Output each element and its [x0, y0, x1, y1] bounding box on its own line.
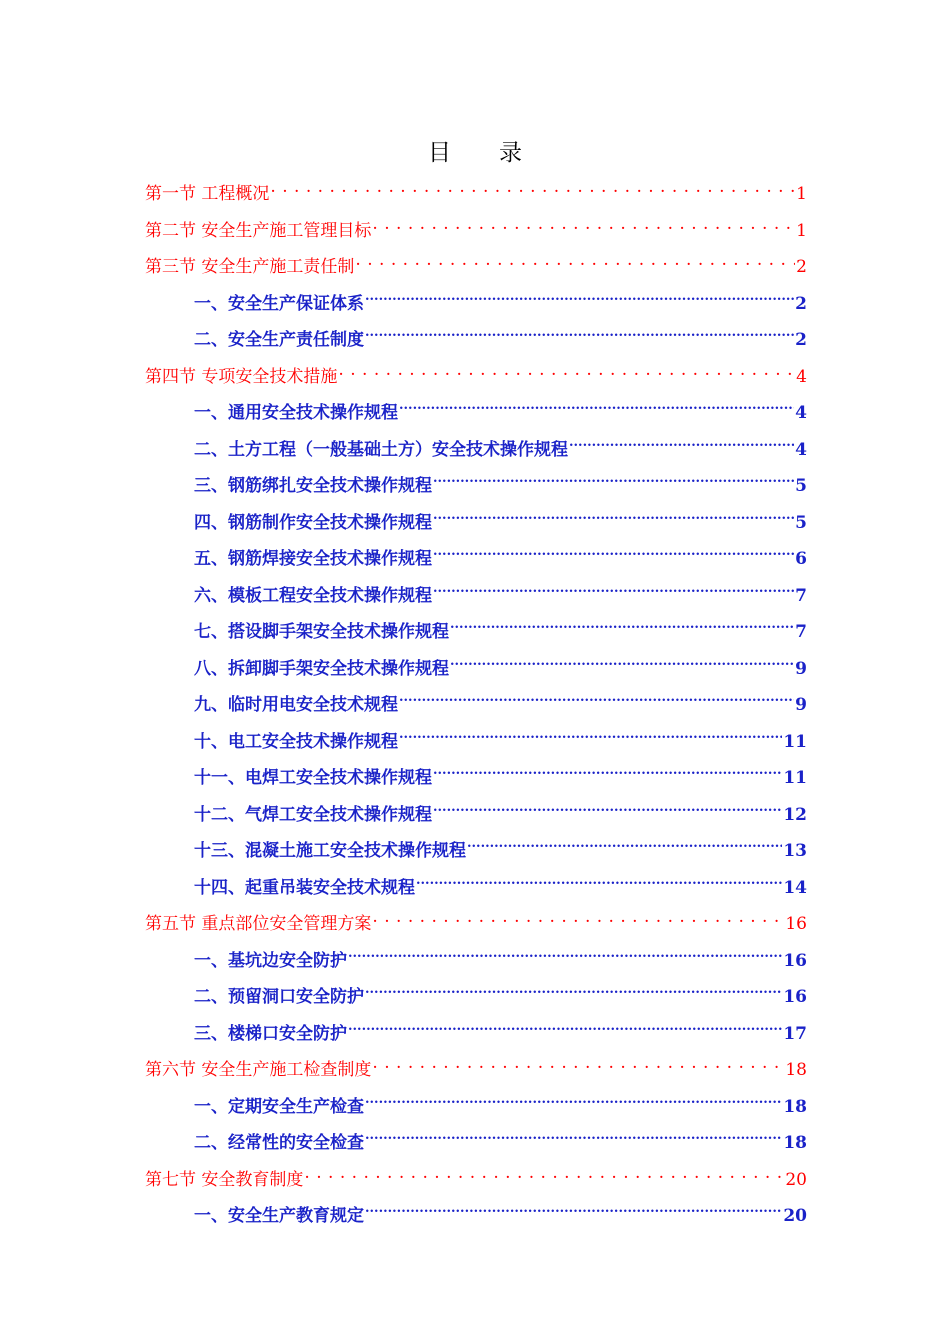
toc-section-entry[interactable] [145, 1051, 807, 1080]
toc-dot-leader [365, 1088, 782, 1112]
toc-subsection-entry[interactable] [194, 759, 807, 788]
toc-entry-page-number: 7 [795, 622, 807, 642]
toc-entry-page-number: 2 [795, 330, 807, 350]
toc-dot-leader [372, 1051, 784, 1075]
toc-entry-label: 第四节 专项安全技术措施 [145, 366, 338, 387]
toc-subsection-entry[interactable] [194, 796, 807, 825]
toc-subsection-entry[interactable] [194, 504, 807, 533]
toc-entry-page-number: 4 [795, 439, 807, 460]
toc-section-entry[interactable] [145, 358, 807, 387]
toc-entry-page-number: 9 [795, 695, 807, 715]
toc-dot-leader [569, 431, 794, 455]
toc-section-entry[interactable] [145, 175, 807, 204]
toc-entry-page-number: 5 [795, 512, 807, 533]
toc-section-entry[interactable] [145, 212, 807, 241]
toc-entry-label: 二、预留洞口安全防护 [194, 987, 364, 1007]
toc-entry-label: 一、安全生产保证体系 [194, 293, 364, 314]
toc-dot-leader [304, 1161, 784, 1185]
toc-dot-leader [450, 650, 794, 674]
toc-subsection-entry[interactable] [194, 577, 807, 606]
toc-subsection-entry[interactable] [194, 1124, 807, 1153]
toc-dot-leader [450, 613, 794, 637]
toc-entry-label: 十三、混凝土施工安全技术操作规程 [194, 841, 466, 861]
toc-dot-leader [355, 248, 795, 272]
toc-subsection-entry[interactable] [194, 1088, 807, 1117]
toc-entry-label: 第六节 安全生产施工检查制度 [145, 1060, 372, 1080]
toc-section-entry[interactable] [145, 1161, 807, 1190]
toc-entry-label: 一、定期安全生产检查 [194, 1096, 364, 1117]
toc-dot-leader [365, 1124, 782, 1148]
toc-subsection-entry[interactable] [194, 686, 807, 715]
toc-entry-page-number: 2 [796, 257, 807, 277]
toc-entry-label: 三、楼梯口安全防护 [194, 1023, 347, 1044]
toc-entry-page-number: 2 [795, 293, 807, 314]
toc-subsection-entry[interactable] [194, 942, 807, 971]
toc-subsection-entry[interactable] [194, 869, 807, 898]
toc-entry-page-number: 9 [795, 658, 807, 679]
toc-subsection-entry[interactable] [194, 394, 807, 423]
toc-entry-page-number: 1 [796, 184, 807, 204]
toc-entry-page-number: 11 [783, 768, 807, 788]
toc-dot-leader [348, 942, 782, 966]
toc-entry-label: 第三节 安全生产施工责任制 [145, 257, 355, 277]
toc-entry-label: 第七节 安全教育制度 [145, 1169, 304, 1190]
toc-dot-leader [399, 686, 794, 710]
toc-dot-leader [365, 978, 782, 1002]
toc-dot-leader [399, 723, 782, 747]
toc-entry-page-number: 18 [783, 1096, 807, 1117]
toc-entry-label: 二、土方工程（一般基础土方）安全技术操作规程 [194, 439, 568, 460]
toc-entry-page-number: 18 [785, 1060, 807, 1080]
toc-entry-page-number: 17 [783, 1023, 807, 1044]
toc-entry-page-number: 4 [796, 366, 807, 387]
toc-entry-page-number: 14 [783, 877, 807, 898]
toc-entry-label: 七、搭设脚手架安全技术操作规程 [194, 622, 449, 642]
toc-entry-label: 第五节 重点部位安全管理方案 [145, 914, 372, 934]
toc-subsection-entry[interactable] [194, 613, 807, 642]
toc-subsection-entry[interactable] [194, 832, 807, 861]
toc-title-right: 录 [499, 140, 522, 166]
toc-entry-page-number: 12 [783, 804, 807, 825]
toc-title-left: 目 [428, 140, 451, 166]
toc-entry-page-number: 6 [795, 549, 807, 569]
toc-subsection-entry[interactable] [194, 285, 807, 314]
toc-dot-leader [365, 321, 794, 345]
toc-dot-leader [433, 796, 782, 820]
toc-subsection-entry[interactable] [194, 723, 807, 752]
toc-entry-label: 五、钢筋焊接安全技术操作规程 [194, 549, 432, 569]
toc-subsection-entry[interactable] [194, 431, 807, 460]
toc-subsection-entry[interactable] [194, 650, 807, 679]
toc-entry-label: 六、模板工程安全技术操作规程 [194, 585, 432, 606]
toc-section-entry[interactable] [145, 248, 807, 277]
toc-dot-leader [433, 759, 782, 783]
toc-entry-label: 第二节 安全生产施工管理目标 [145, 220, 372, 241]
toc-dot-leader [372, 905, 784, 929]
toc-entry-label: 十二、气焊工安全技术操作规程 [194, 804, 432, 825]
toc-subsection-entry[interactable] [194, 467, 807, 496]
toc-entry-page-number: 16 [783, 987, 807, 1007]
toc-entry-label: 八、拆卸脚手架安全技术操作规程 [194, 658, 449, 679]
toc-entry-label: 二、安全生产责任制度 [194, 330, 364, 350]
toc-entry-label: 一、基坑边安全防护 [194, 950, 347, 971]
toc-entry-label: 一、通用安全技术操作规程 [194, 403, 398, 423]
toc-dot-leader [365, 1197, 782, 1221]
toc-entry-page-number: 1 [796, 220, 807, 241]
toc-entry-label: 二、经常性的安全检查 [194, 1133, 364, 1153]
toc-dot-leader [270, 175, 795, 199]
toc-entry-label: 第一节 工程概况 [145, 184, 270, 204]
toc-dot-leader [372, 212, 795, 236]
toc-entry-page-number: 20 [783, 1206, 807, 1226]
toc-entry-page-number: 13 [783, 841, 807, 861]
toc-entry-label: 一、安全生产教育规定 [194, 1206, 364, 1226]
toc-dot-leader [399, 394, 794, 418]
toc-entry-label: 四、钢筋制作安全技术操作规程 [194, 512, 432, 533]
toc-subsection-entry[interactable] [194, 540, 807, 569]
toc-entry-page-number: 11 [783, 731, 807, 752]
toc-dot-leader [433, 577, 794, 601]
toc-entry-label: 十一、电焊工安全技术操作规程 [194, 768, 432, 788]
toc-entry-label: 十、电工安全技术操作规程 [194, 731, 398, 752]
toc-entry-page-number: 4 [795, 403, 807, 423]
toc-dot-leader [416, 869, 782, 893]
toc-entry-page-number: 18 [783, 1133, 807, 1153]
toc-dot-leader [433, 540, 794, 564]
toc-entry-label: 九、临时用电安全技术规程 [194, 695, 398, 715]
toc-dot-leader [433, 504, 794, 528]
toc-dot-leader [467, 832, 782, 856]
toc-subsection-entry[interactable] [194, 321, 807, 350]
toc-dot-leader [338, 358, 795, 382]
toc-entry-page-number: 20 [785, 1169, 807, 1190]
toc-dot-leader [433, 467, 794, 491]
toc-section-entry[interactable] [145, 905, 807, 934]
toc-entry-page-number: 5 [795, 476, 807, 496]
toc-subsection-entry[interactable] [194, 1015, 807, 1044]
toc-entry-page-number: 16 [783, 950, 807, 971]
toc-entry-label: 三、钢筋绑扎安全技术操作规程 [194, 476, 432, 496]
toc-entry-page-number: 7 [795, 585, 807, 606]
toc-entry-page-number: 16 [785, 914, 807, 934]
toc-entry-label: 十四、起重吊装安全技术规程 [194, 877, 415, 898]
toc-subsection-entry[interactable] [194, 978, 807, 1007]
toc-dot-leader [365, 285, 794, 309]
toc-dot-leader [348, 1015, 782, 1039]
toc-subsection-entry[interactable] [194, 1197, 807, 1226]
